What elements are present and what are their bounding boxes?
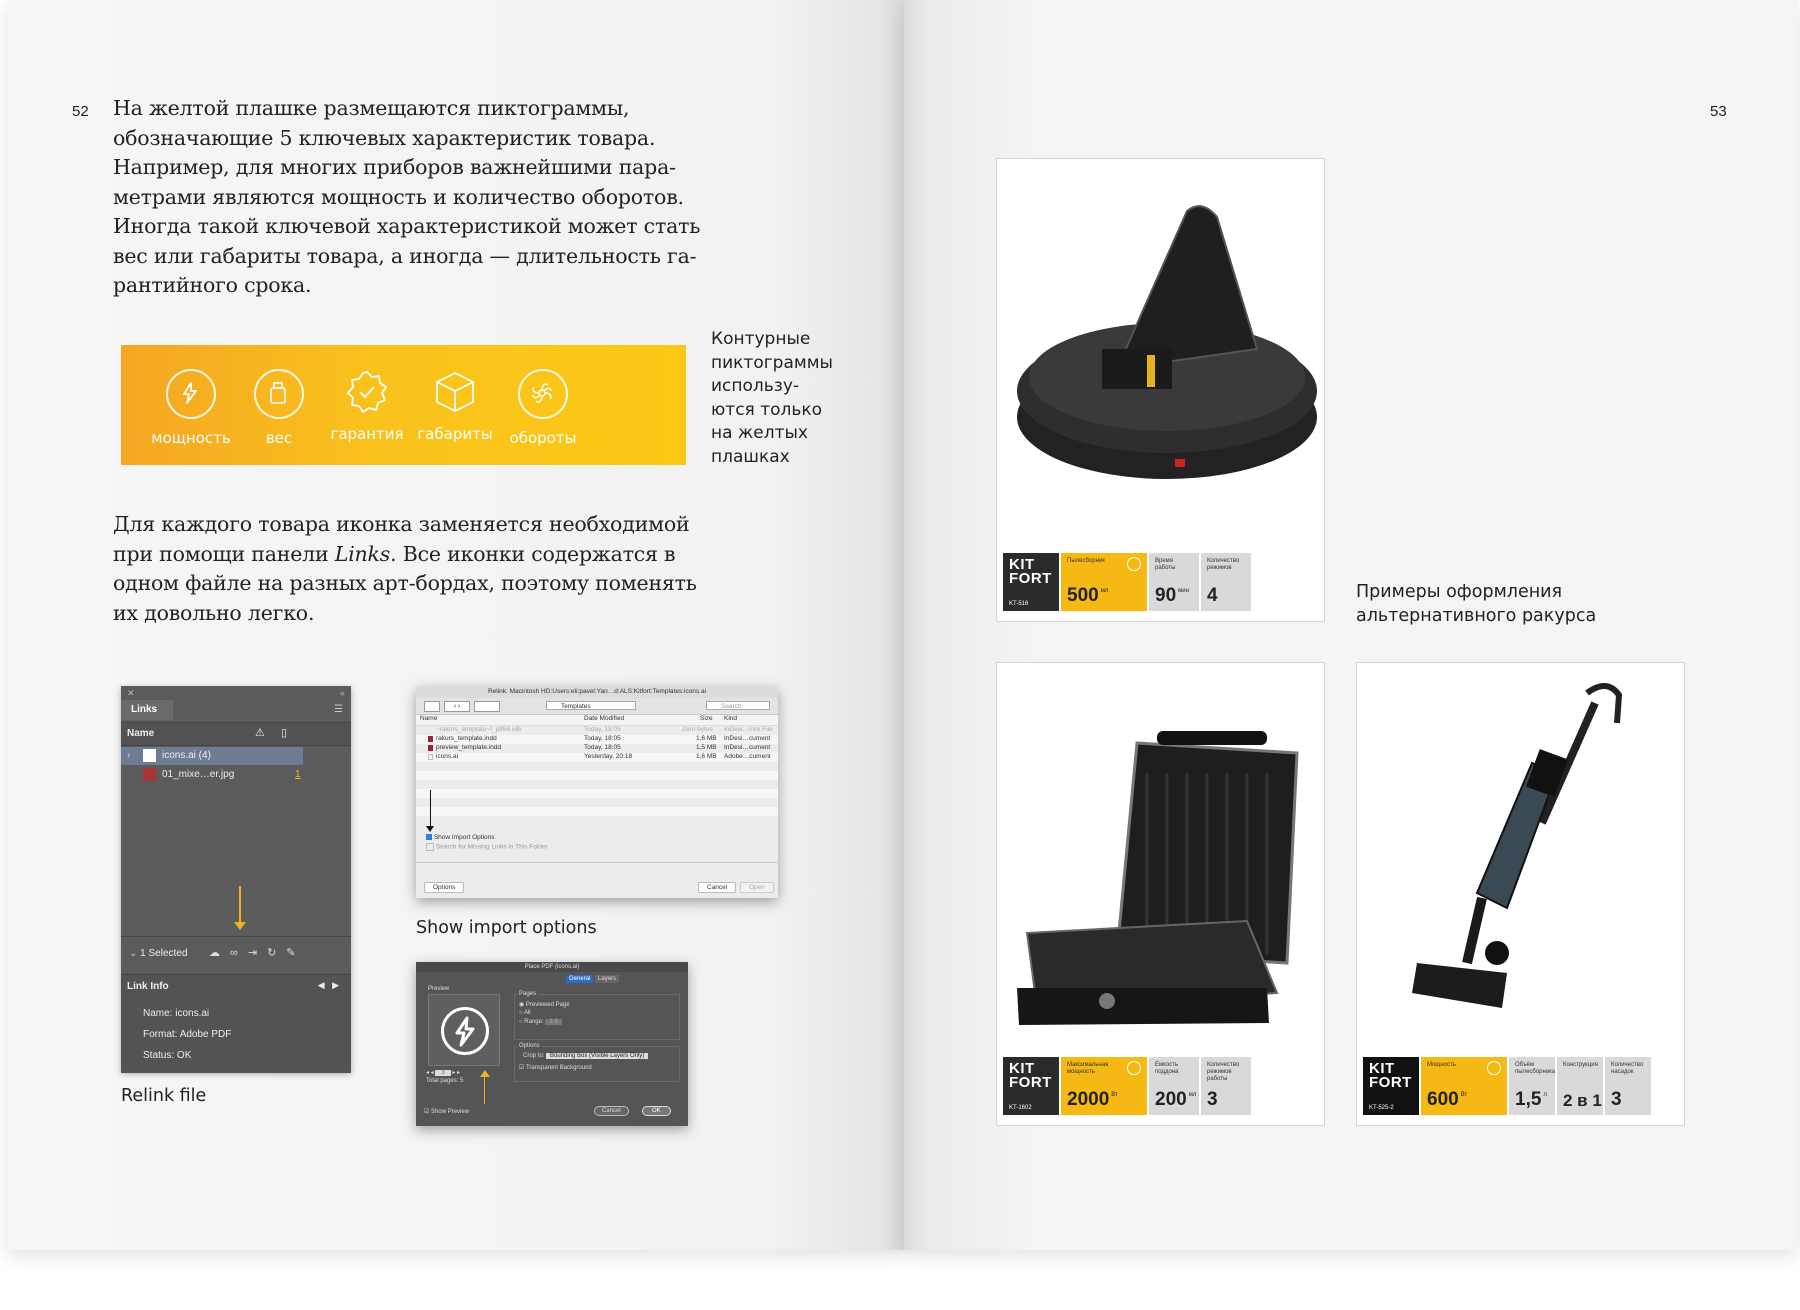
icon-label: обороты xyxy=(509,429,577,447)
spec-bar xyxy=(1003,553,1251,611)
intro-line: метрами являются мощность и количество оборотов. xyxy=(113,184,684,209)
para-line xyxy=(113,540,697,570)
intro-line: Например, для многих приборов важнейшими пара- xyxy=(113,155,676,179)
file-row[interactable]: icons.ai Yesterday, 20:18 1,6 MB Adobe…cument xyxy=(416,753,778,762)
intro-line: рантийного срока. xyxy=(113,273,312,297)
intro-line: На желтой плашке размещаются пиктограммы, xyxy=(113,96,630,120)
info-label: Format: xyxy=(143,1029,178,1040)
radio-previewed[interactable]: ◉ Previewed Page xyxy=(519,1002,570,1008)
spec-cell: Количество режимов работы 3 xyxy=(1201,1057,1251,1115)
link-name: icons.ai (4) xyxy=(162,750,211,761)
file-row[interactable]: preview_template.indd Today, 18:05 1,5 MB InDesi…cument xyxy=(416,744,778,753)
radio-range[interactable]: ○ Range: 1-5 xyxy=(519,1019,562,1025)
link-page[interactable]: 1 xyxy=(295,769,301,780)
file-thumb-icon xyxy=(143,749,156,762)
warning-icon[interactable]: ⚠ xyxy=(255,727,265,739)
spec-cell: Емкость поддона 200 $^{мл}$ xyxy=(1149,1057,1199,1115)
preview-label: Preview xyxy=(428,986,450,992)
tab-layers[interactable]: Layers xyxy=(595,975,619,983)
link-row[interactable] xyxy=(121,747,303,765)
arrow-indicator xyxy=(239,886,241,926)
side-note-line: пиктограммы xyxy=(711,352,833,373)
side-note-line: ются только xyxy=(711,399,823,420)
name-column[interactable]: Name xyxy=(127,728,155,739)
open-button[interactable]: Open xyxy=(740,882,774,893)
page-number-right: 53 xyxy=(1710,103,1727,120)
panel-menu-icon[interactable]: ☰ xyxy=(334,704,343,715)
badge-check-icon xyxy=(344,369,390,415)
para-line: одном файле на разных арт-бордах, поэтому поменять xyxy=(113,571,697,595)
icon-label: габариты xyxy=(417,425,493,443)
arrow-indicator xyxy=(484,1074,485,1104)
tab-general[interactable]: General xyxy=(566,975,593,983)
spec-cell: Мощность 600 $^{Вт}$ xyxy=(1421,1057,1507,1115)
link-info xyxy=(121,974,351,1073)
file-row[interactable]: rakurs_template.indd Today, 18:05 1,6 MB InDesi…cument xyxy=(416,735,778,744)
brand-block: KIT FORT KT-516 xyxy=(1003,553,1059,611)
fan-icon xyxy=(529,380,555,406)
expand-icon[interactable]: › xyxy=(127,750,131,761)
links-tab[interactable]: Links xyxy=(121,700,173,720)
spec-cell: Конструкция 2 в 1 xyxy=(1557,1057,1603,1115)
spec-bar xyxy=(1363,1057,1651,1115)
info-value: OK xyxy=(176,1050,192,1061)
sidebar-toggle-icon[interactable] xyxy=(424,701,440,712)
lightning-icon xyxy=(441,1007,489,1055)
intro-paragraph xyxy=(113,94,700,301)
show-preview-checkbox[interactable]: ☑ Show Preview xyxy=(424,1109,470,1115)
nav-back-forward-icon[interactable]: ‹ › xyxy=(444,701,470,712)
para-line: их довольно легко. xyxy=(113,600,315,625)
lightning-icon xyxy=(177,380,203,406)
file-list xyxy=(416,726,778,816)
product-photo xyxy=(997,663,1324,1047)
intro-line: Иногда такой ключевой характеристикой может стать xyxy=(113,214,701,238)
file-row[interactable]: ~rakurs_template~f_p858.idlk Today, 18:05 Zero bytes InDesi…lock File xyxy=(436,726,773,733)
page-number-left: 52 xyxy=(72,103,89,120)
link-name: 01_mixe…er.jpg xyxy=(162,769,235,780)
place-pdf-dialog xyxy=(416,962,688,1126)
lightning-icon xyxy=(1487,1061,1501,1075)
selected-count: ⌄ 1 Selected xyxy=(129,948,188,959)
brand-block: KIT FORT KT-1602 xyxy=(1003,1057,1059,1115)
spec-cell: Пылесборник 500 $^{мл}$ xyxy=(1061,553,1147,611)
preview-box xyxy=(428,994,500,1066)
icon-item xyxy=(405,369,505,443)
spec-cell: Время работы 90 $^{мин}$ xyxy=(1149,553,1199,611)
side-note xyxy=(711,328,833,469)
side-note-line: на желтых xyxy=(711,423,808,443)
spec-cell: Количество режимов 4 xyxy=(1201,553,1251,611)
arrow-indicator xyxy=(430,790,431,828)
box-icon xyxy=(432,369,478,415)
cancel-button[interactable]: Cancel xyxy=(594,1106,629,1116)
side-note-line: плашках xyxy=(711,446,790,467)
product-photo xyxy=(1357,663,1684,1047)
dialog-title: Place PDF (icons.ai) xyxy=(416,962,688,972)
info-value: Adobe PDF xyxy=(179,1029,232,1040)
edit-icon[interactable]: ✎ xyxy=(286,947,306,959)
para-line: Для каждого товара иконка заменяется необходимой xyxy=(113,512,690,536)
update-icon[interactable]: ↻ xyxy=(267,947,287,959)
para-text: . Все иконки содержатся в xyxy=(390,541,676,566)
col-name[interactable]: Name xyxy=(420,715,438,722)
relink-caption: Relink file xyxy=(121,1086,207,1106)
info-label: Status: xyxy=(143,1050,175,1061)
brand-block: KIT FORT KT-525-2 xyxy=(1363,1057,1419,1115)
spec-cell: Максимальная мощность 2000 $^{Вт}$ xyxy=(1061,1057,1147,1115)
intro-line: обозначающие 5 ключевых характеристик товара. xyxy=(113,125,656,150)
ok-button[interactable]: OK xyxy=(642,1106,671,1116)
right-page xyxy=(904,0,1798,1250)
total-pages: Total pages: 5 xyxy=(426,1078,464,1084)
icon-item xyxy=(229,369,329,447)
icon-label: вес xyxy=(265,429,293,447)
second-paragraph xyxy=(113,510,697,628)
close-icon[interactable]: ✕ xyxy=(127,688,135,698)
link-row[interactable] xyxy=(121,766,303,784)
product-card xyxy=(996,158,1325,622)
transparent-checkbox[interactable]: ☑ Transparent Background xyxy=(519,1065,592,1071)
view-mode-icon[interactable] xyxy=(474,701,500,712)
options-button[interactable]: Options xyxy=(424,882,464,893)
side-note-line: использу- xyxy=(711,376,800,396)
panel-toolbar xyxy=(209,946,306,959)
dialog-title: Relink: Macintosh HD:Users:eli:pavel:Yan…d:ALS:Kitfort:Templates:icons.ai xyxy=(416,686,778,698)
page-icon[interactable]: ▯ xyxy=(281,727,288,739)
intro-line: вес или габариты товара, а иногда — длительность га- xyxy=(113,243,697,268)
options-label: Options xyxy=(519,1043,540,1049)
search-field[interactable]: Search xyxy=(706,701,770,710)
examples-caption: Примеры оформления альтернативного ракурса xyxy=(1356,582,1597,626)
col-size[interactable]: Size xyxy=(700,715,713,722)
icon-item xyxy=(317,369,417,443)
icon-item xyxy=(493,369,593,447)
lightning-icon xyxy=(1127,1061,1141,1075)
search-missing-checkbox[interactable]: Search for Missing Links in This Folder xyxy=(426,843,548,851)
links-panel xyxy=(121,686,351,1072)
crop-select[interactable]: Crop to: Bounding Box (Visible Layers Only) xyxy=(523,1053,648,1059)
relink-dialog xyxy=(416,686,778,898)
info-label: Name: xyxy=(143,1008,173,1019)
pages-label: Pages xyxy=(519,991,537,997)
goto-icon[interactable]: ⇥ xyxy=(247,947,268,959)
icon-band xyxy=(121,345,686,465)
image-thumb-icon xyxy=(143,768,156,781)
page-stepper[interactable]: ◂ ◂ 3 ▸ ▸ xyxy=(426,1070,461,1076)
collapse-icon[interactable]: « xyxy=(339,688,345,698)
spec-bar xyxy=(1003,1057,1251,1115)
relink-icon[interactable]: ∞ xyxy=(230,947,248,959)
side-note-line: Контурные xyxy=(711,329,811,349)
left-page xyxy=(8,0,904,1250)
col-date[interactable]: Date Modified xyxy=(584,715,625,722)
folder-select[interactable]: Templates xyxy=(546,701,636,710)
radio-all[interactable]: ○ All xyxy=(519,1010,531,1016)
icon-item xyxy=(141,369,241,447)
weight-icon xyxy=(265,380,291,406)
spec-cell: Количество насадок 3 xyxy=(1605,1057,1651,1115)
box-icon xyxy=(1127,557,1141,571)
product-photo xyxy=(997,159,1324,543)
icon-label: мощность xyxy=(151,429,231,447)
info-value: icons.ai xyxy=(175,1008,210,1019)
col-kind[interactable]: Kind xyxy=(724,715,738,722)
links-emphasis: Links xyxy=(334,541,391,566)
cancel-button[interactable]: Cancel xyxy=(698,882,736,893)
cc-icon[interactable]: ☁ xyxy=(209,947,230,959)
icon-label: гарантия xyxy=(330,425,404,443)
link-info-title: Link Info xyxy=(127,981,169,992)
arrow-head xyxy=(426,826,434,832)
arrow-head xyxy=(480,1070,490,1077)
dialog-tabs xyxy=(566,976,619,982)
arrow-head xyxy=(234,922,246,930)
import-caption: Show import options xyxy=(416,918,597,938)
product-card xyxy=(1356,662,1685,1126)
show-import-checkbox[interactable]: Show Import Options xyxy=(426,834,495,841)
nav-arrows-icon[interactable]: ◀ ▶ xyxy=(317,980,339,990)
links-header xyxy=(121,722,351,746)
spec-cell: Объём пылесборника 1,5 $^л$ xyxy=(1509,1057,1555,1115)
product-card xyxy=(996,662,1325,1126)
para-text: при помощи панели xyxy=(113,541,335,566)
